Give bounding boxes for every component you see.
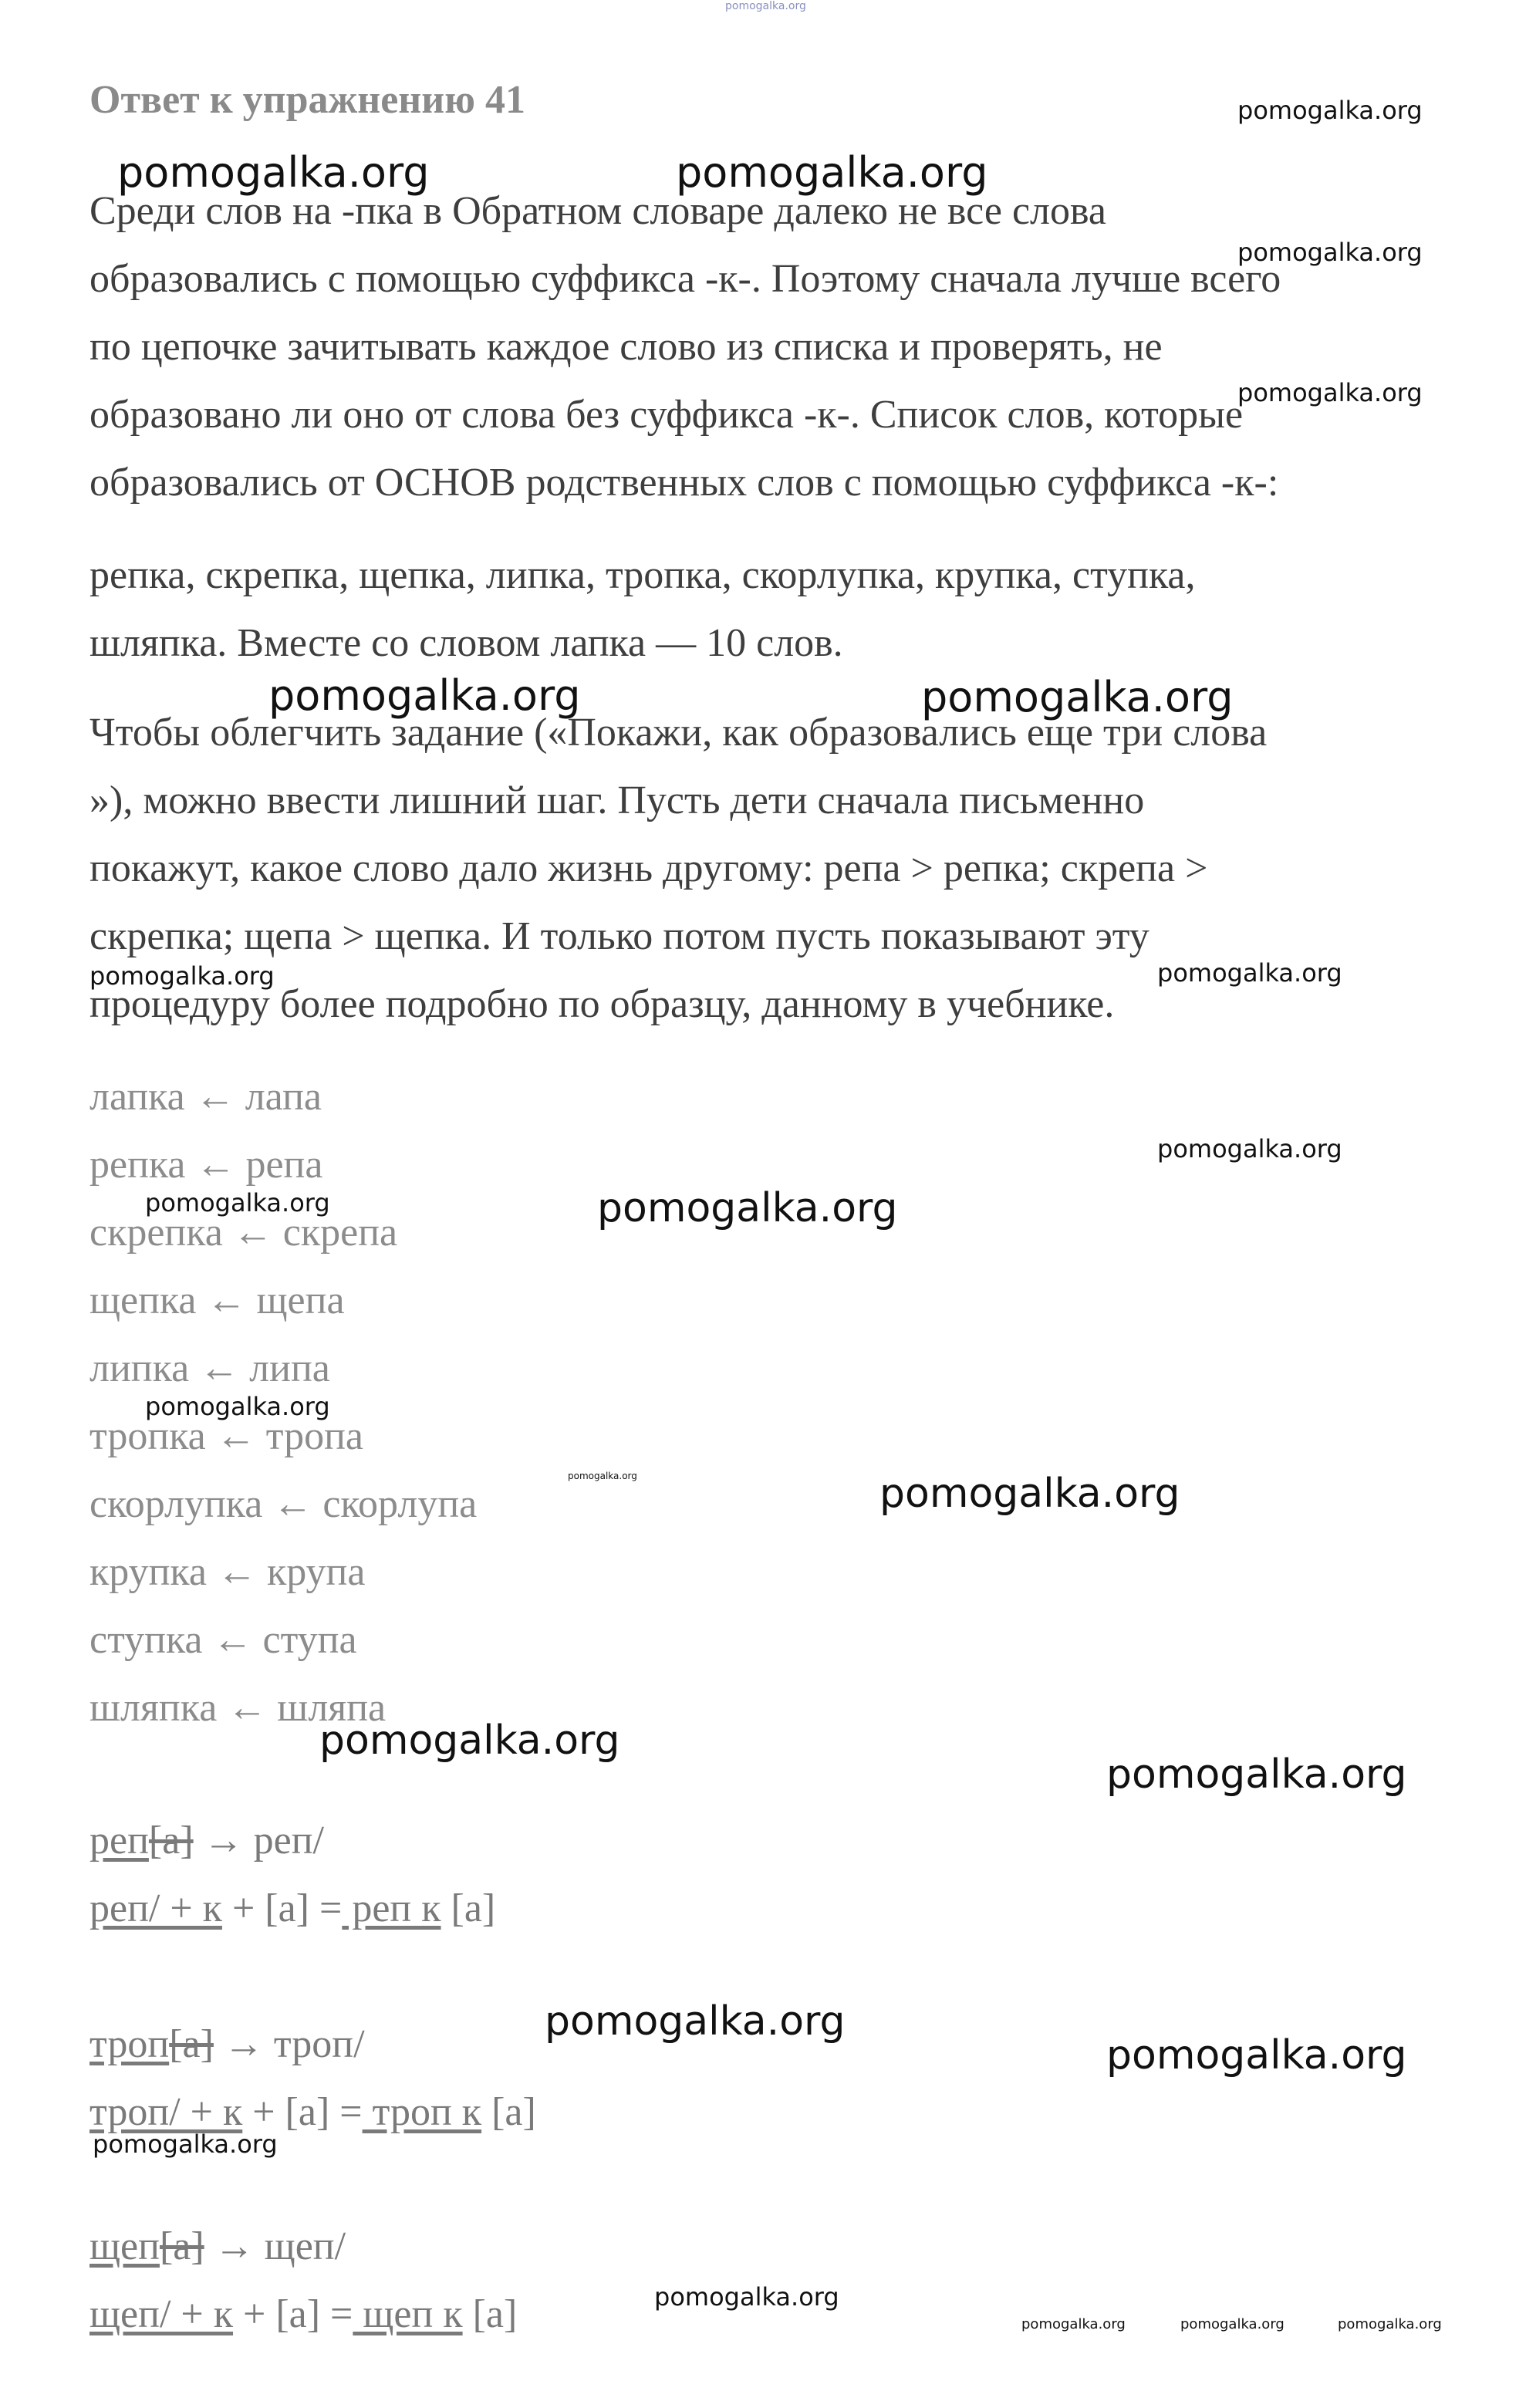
formula-composition bbox=[89, 2281, 517, 2349]
watermark-top: pomogalka.org bbox=[725, 0, 806, 12]
watermark: pomogalka.org bbox=[597, 1185, 898, 1231]
word-pair: щепка ← щепа bbox=[89, 1278, 345, 1322]
paragraph-word-list bbox=[89, 542, 1463, 677]
formula-stem: щеп bbox=[89, 2224, 160, 2268]
watermark: pomogalka.org bbox=[921, 673, 1234, 721]
formula-part: + [а] = bbox=[233, 2292, 353, 2336]
formula-result: реп/ bbox=[253, 1819, 324, 1863]
formula-stem: троп bbox=[89, 2022, 170, 2066]
formula-part: реп/ + к bbox=[89, 1886, 222, 1930]
formula-ending: [а] bbox=[169, 2022, 214, 2066]
formula-arrow: → bbox=[193, 1819, 254, 1863]
watermark: pomogalka.org bbox=[879, 1471, 1180, 1517]
watermark: pomogalka.org bbox=[1237, 378, 1423, 407]
formula-derivation bbox=[89, 1807, 324, 1875]
formula-composition bbox=[89, 2079, 536, 2146]
watermark: pomogalka.org bbox=[1106, 1751, 1407, 1798]
watermark: pomogalka.org bbox=[1237, 96, 1423, 125]
text-line: образовались от ОСНОВ родственных слов с помощью суффикса -к-: bbox=[89, 461, 1279, 505]
text-line: Среди слов на -пка в Обратном словаре далеко не все слова bbox=[89, 189, 1106, 233]
formula-result: щеп/ bbox=[264, 2224, 346, 2268]
text-line: по цепочке зачитывать каждое слово из списка и проверять, не bbox=[89, 325, 1163, 369]
formula-part: троп к bbox=[362, 2090, 482, 2134]
word-pair: скрепка ← скрепа bbox=[89, 1211, 398, 1255]
watermark: pomogalka.org bbox=[117, 148, 430, 197]
formula-part: + [а] = bbox=[242, 2090, 363, 2134]
text-line: шляпка. Вместе со словом лапка — 10 слов. bbox=[89, 621, 843, 665]
formula-part: щеп к bbox=[353, 2292, 463, 2336]
text-line: образовано ли оно от слова без суффикса -к-. Список слов, которые bbox=[89, 393, 1244, 437]
formula-part: [а] bbox=[481, 2090, 536, 2134]
formula-result: троп/ bbox=[273, 2022, 365, 2066]
watermark: pomogalka.org bbox=[545, 1998, 846, 2045]
watermark: pomogalka.org bbox=[93, 2129, 278, 2159]
watermark: pomogalka.org bbox=[1157, 958, 1342, 988]
watermark: pomogalka.org bbox=[268, 671, 581, 720]
watermark: pomogalka.org bbox=[1338, 2316, 1442, 2332]
watermark: pomogalka.org bbox=[1180, 2316, 1285, 2332]
page-title: Ответ к упражнению 41 bbox=[89, 78, 525, 122]
text-line: Чтобы облегчить задание («Покажи, как образовались еще три слова bbox=[89, 711, 1268, 755]
text-line: скрепка; щепа > щепка. И только потом пусть показывают эту bbox=[89, 914, 1149, 958]
formula-part: щеп/ + к bbox=[89, 2292, 233, 2336]
watermark: pomogalka.org bbox=[1106, 2032, 1407, 2079]
text-line: покажут, какое слово дало жизнь другому: репа > репка; скрепа > bbox=[89, 846, 1208, 890]
word-pair: липка ← липа bbox=[89, 1346, 330, 1390]
formula-arrow: → bbox=[204, 2224, 265, 2268]
word-pair: тропка ← тропа bbox=[89, 1414, 364, 1458]
formula-ending: [а] bbox=[148, 1819, 194, 1863]
word-pair: лапка ← лапа bbox=[89, 1075, 322, 1119]
text-line: образовались с помощью суффикса -к-. Поэтому сначала лучше всего bbox=[89, 257, 1281, 301]
text-line: »), можно ввести лишний шаг. Пусть дети сначала письменно bbox=[89, 778, 1145, 822]
formula-stem: реп bbox=[89, 1819, 149, 1863]
word-pair: шляпка ← шляпа bbox=[89, 1686, 387, 1730]
watermark: pomogalka.org bbox=[145, 1392, 330, 1421]
formula-ending: [а] bbox=[159, 2224, 204, 2268]
paragraph-intro bbox=[89, 177, 1463, 517]
formula-composition bbox=[89, 1875, 495, 1943]
watermark: pomogalka.org bbox=[1021, 2316, 1126, 2332]
watermark: pomogalka.org bbox=[89, 961, 275, 991]
watermark: pomogalka.org bbox=[1237, 238, 1423, 267]
word-pair: скорлупка ← скорлупа bbox=[89, 1482, 478, 1526]
formula-arrow: → bbox=[213, 2022, 274, 2066]
formula-part: [а] bbox=[441, 1886, 496, 1930]
text-line: репка, скрепка, щепка, липка, тропка, скорлупка, крупка, ступка, bbox=[89, 553, 1196, 597]
formula-part: + [а] = bbox=[221, 1886, 343, 1930]
word-pair: репка ← репа bbox=[89, 1143, 323, 1187]
formula-derivation bbox=[89, 2213, 346, 2281]
formula-part: реп к bbox=[342, 1886, 441, 1930]
word-pair: ступка ← ступа bbox=[89, 1618, 357, 1662]
word-pair: крупка ← крупа bbox=[89, 1550, 366, 1594]
formula-part: [а] bbox=[462, 2292, 518, 2336]
watermark: pomogalka.org bbox=[319, 1717, 620, 1764]
watermark: pomogalka.org bbox=[568, 1471, 637, 1481]
watermark: pomogalka.org bbox=[676, 148, 988, 197]
watermark: pomogalka.org bbox=[1157, 1134, 1342, 1163]
paragraph-instructions bbox=[89, 699, 1463, 1039]
watermark: pomogalka.org bbox=[145, 1188, 330, 1218]
text-line: процедуру более подробно по образцу, данному в учебнике. bbox=[89, 982, 1115, 1026]
formula-part: троп/ + к bbox=[89, 2090, 243, 2134]
watermark: pomogalka.org bbox=[654, 2282, 839, 2312]
formula-derivation bbox=[89, 2011, 365, 2079]
